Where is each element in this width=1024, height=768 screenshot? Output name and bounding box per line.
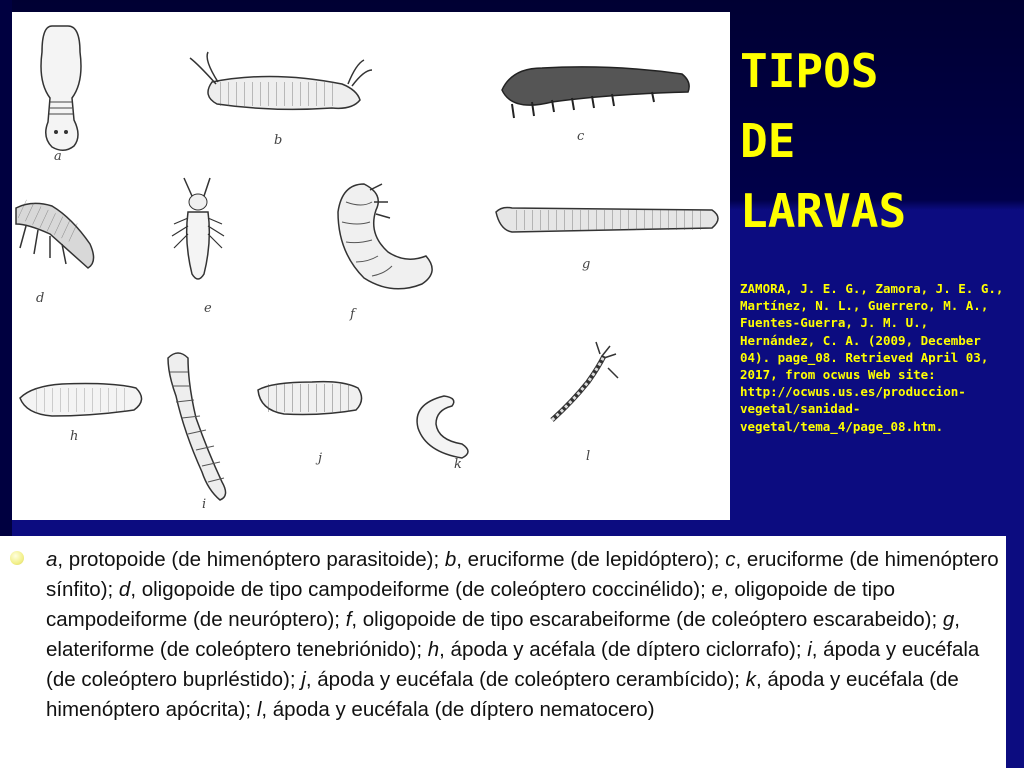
caption-part: d, oligopoide de tipo campodeiforme (de coleóptero coccinélido); [118,578,712,601]
caption-part: j, ápoda y eucéfala (de coleóptero cerambícido); [301,668,746,691]
larva-e [172,178,224,316]
larva-l [552,342,618,464]
larva-c [502,67,689,144]
label-h: h [70,429,79,444]
label-g: g [582,257,591,272]
larva-f [338,184,432,322]
label-j: j [318,451,323,466]
larva-h [20,384,142,445]
slide-title [740,36,1020,246]
caption-part: l, ápoda y eucéfala (de díptero nematocero) [256,698,655,721]
caption-part: f, oligopoide de tipo escarabeiforme (de coleóptero escarabeido); [345,608,943,631]
larvae-figure [12,12,730,520]
left-band [0,0,12,540]
larva-g [496,208,718,273]
larva-d [16,200,94,306]
citation-text: ZAMORA, J. E. G., Zamora, J. E. G., Martínez, N. L., Guerrero, M. A., Fuentes-Guerra, J. M. U., Hernández, C. A. (2009, December 04). page_08. Retrieved April 03, 2017, from ocwus Web site: http://ocwus.us.es/produccion-vegetal/sanidad-vegetal/tema_4/page_08.htm. [740,281,1004,434]
larva-j [258,382,362,466]
larva-k [417,396,468,472]
title-line-1: TIPOS [740,44,879,98]
label-b: b [274,133,283,148]
caption-part: g, elateriforme (de coleóptero tenebriónido); [46,608,960,661]
larvae-illustration [12,12,730,520]
label-f: f [350,307,355,322]
larva-b [190,52,372,148]
caption-part: a, protopoide (de himenóptero parasitoide); [46,548,445,571]
larva-a [41,26,81,164]
bullet-icon [10,551,24,565]
label-k: k [454,457,462,472]
caption-part: i, ápoda y eucéfala (de coleóptero buprléstido); [46,638,980,691]
label-a: a [54,149,62,164]
title-line-2: DE [740,114,796,168]
caption-part: b, eruciforme (de lepidóptero); [444,548,726,571]
label-c: c [577,129,585,144]
caption-part: e, oligopoide de tipo campodeiforme (de neuróptero); [46,578,896,631]
larva-i [168,353,226,512]
title-line-3: LARVAS [740,184,907,238]
figure-caption [46,545,1006,725]
label-l: l [586,449,591,464]
caption-part: c, eruciforme (de himenóptero sínfito); [46,548,999,601]
label-e: e [204,301,212,316]
caption-part: h, ápoda y acéfala (de díptero ciclorrafo); [427,638,808,661]
label-d: d [36,291,45,306]
label-i: i [202,497,207,512]
caption-part: k, ápoda y eucéfala (de himenóptero apócrita); [46,668,959,721]
